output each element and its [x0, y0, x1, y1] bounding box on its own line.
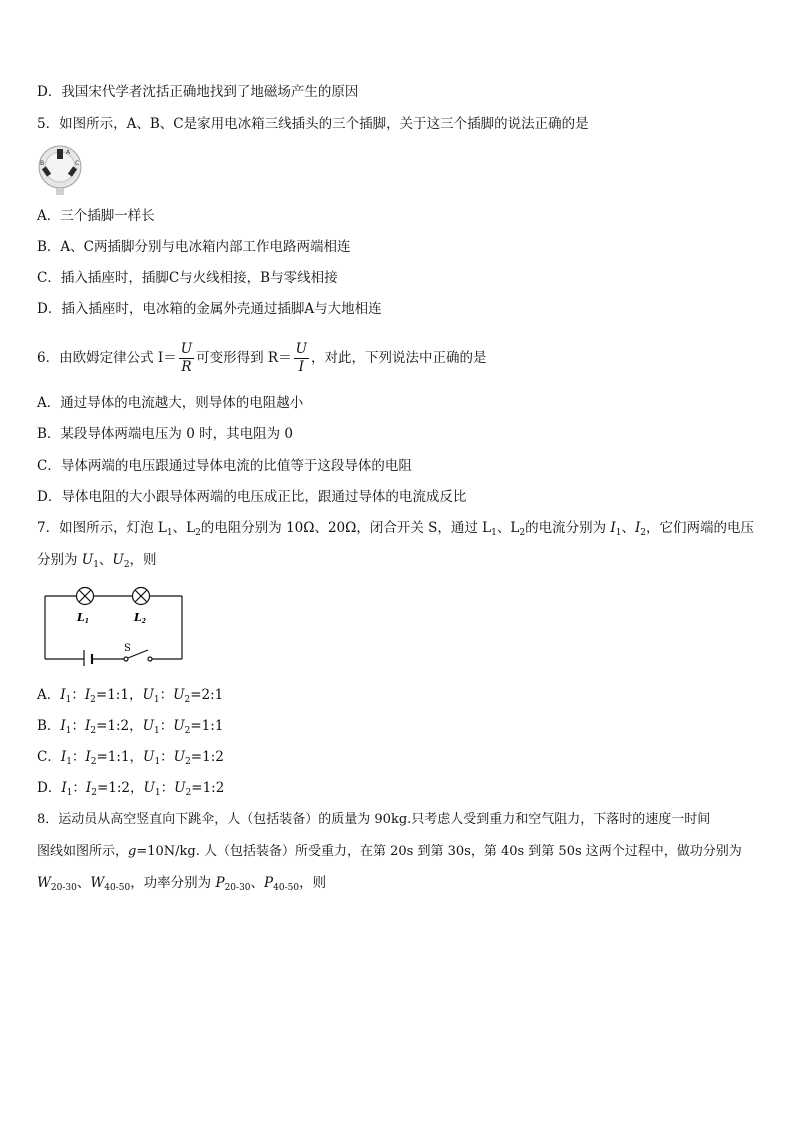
q7-option-d: D．$I_1$：$I_2=1:2$，$U_1$：$U_2=1:2$: [37, 780, 225, 798]
resistance-formula-fraction: $\frac{U}{I}$: [295, 341, 307, 375]
q8-stem-line3: $W_{20-30}$、$W_{40-50}$，功率分别为 $P_{20-30}$、$P_{40-50}$，则: [37, 875, 327, 893]
three-pin-plug-image: [37, 143, 83, 197]
q6-option-b: B．某段导体两端电压为 0 时，其电阻为 0: [37, 426, 293, 442]
q5-option-b: B．A、C两插脚分别与电冰箱内部工作电路两端相连: [37, 239, 351, 255]
q8-stem-line1: 8．运动员从高空竖直向下跳伞，人（包括装备）的质量为 90kg.只考虑人受到重力和空气阻力，下落时的速度一时间: [37, 812, 711, 827]
q8-stem-line2: 图线如图所示，g=10N/kg. 人（包括装备）所受重力，在第 20s 到第 30s，第 40s 到第 50s 这两个过程中，做功分别为: [37, 844, 742, 859]
ohm-formula-fraction: $\frac{U}{R}$: [180, 341, 193, 375]
q5-stem: 5．如图所示，A、B、C是家用电冰箱三线插头的三个插脚，关于这三个插脚的说法正确的是: [37, 116, 589, 132]
label-l2: L2: [134, 611, 146, 625]
label-s: S: [124, 643, 131, 654]
q6-option-c: C．导体两端的电压跟通过导体电流的比值等于这段导体的电阻: [37, 458, 412, 474]
plug-pin-a: [57, 149, 63, 159]
series-circuit-diagram: [40, 584, 190, 666]
q5-option-c: C．插入插座时，插脚C与火线相接，B与零线相接: [37, 270, 338, 286]
q7-stem-line2: 分别为 $U_1$、$U_2$，则: [37, 552, 157, 570]
plug-label-a: A: [66, 149, 71, 156]
q4-option-d: D．我国宋代学者沈括正确地找到了地磁场产生的原因: [37, 84, 359, 100]
battery-symbol: [84, 650, 92, 666]
q7-stem-line1: 7．如图所示，灯泡 $L_1$、$L_2$的电阻分别为 10Ω、20Ω，闭合开关 S，通过 $L_1$、$L_2$的电流分别为 $I_1$、$I_2$，它们两端的电压: [37, 520, 755, 538]
q5-option-d: D．插入插座时，电冰箱的金属外壳通过插脚A与大地相连: [37, 301, 382, 317]
q7-option-a: A．$I_1$：$I_2=1:1$，$U_1$：$U_2=2:1$: [37, 687, 224, 705]
q7-option-b: B．$I_1$：$I_2=1:2$，$U_1$：$U_2=1:1$: [37, 718, 224, 736]
plug-label-c: C: [75, 160, 80, 167]
plug-label-b: B: [40, 160, 45, 167]
q5-option-a: A．三个插脚一样长: [37, 208, 155, 224]
lamp-l1-symbol: [77, 588, 94, 605]
q7-option-c: C．$I_1$：$I_2=1:1$，$U_1$：$U_2=1:2$: [37, 749, 224, 767]
q6-option-a: A．通过导体的电流越大，则导体的电阻越小: [37, 395, 304, 411]
q6-option-d: D．导体电阻的大小跟导体两端的电压成正比，跟通过导体的电流成反比: [37, 489, 467, 505]
lamp-l2-symbol: [133, 588, 150, 605]
label-l1: L1: [77, 611, 89, 625]
q6-stem: 6．由欧姆定律公式 I＝ $\frac{U}{R}$ 可变形得到 R＝ $\frac{U}{I}$ ，对此，下列说法中正确的是: [37, 341, 487, 375]
